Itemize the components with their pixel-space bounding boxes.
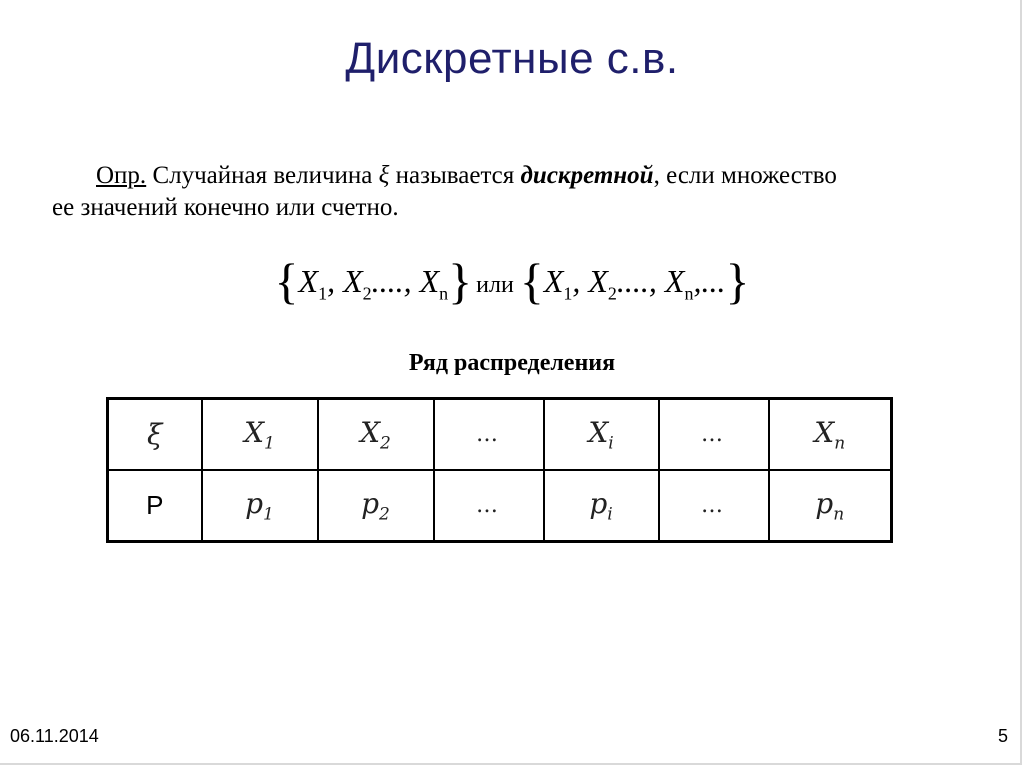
cell-base: P bbox=[146, 490, 164, 520]
definition-block bbox=[52, 160, 952, 224]
table-cell bbox=[769, 399, 892, 471]
formula-index: 1 bbox=[563, 283, 573, 304]
cell-base: … bbox=[476, 493, 501, 518]
table-cell bbox=[544, 470, 659, 542]
definition-text-2: называется bbox=[389, 162, 521, 189]
formula-ellipsis: ...., bbox=[616, 263, 657, 299]
formula-x: X bbox=[543, 263, 564, 299]
cell-base: X bbox=[244, 415, 265, 449]
distribution-heading: Ряд распределения bbox=[408, 350, 616, 376]
formula-x: X bbox=[298, 263, 319, 299]
left-brace: { bbox=[519, 253, 544, 309]
table-cell bbox=[769, 470, 892, 542]
table-cell bbox=[108, 470, 202, 542]
cell-sub: i bbox=[608, 433, 614, 454]
left-brace: { bbox=[274, 253, 299, 309]
table-row-values bbox=[108, 399, 892, 471]
formula-index: n bbox=[684, 283, 694, 304]
cell-sub: 2 bbox=[379, 504, 390, 525]
formula-comma: , bbox=[327, 263, 336, 299]
table-cell bbox=[434, 470, 544, 542]
distribution-table bbox=[106, 397, 893, 543]
formula-index: n bbox=[439, 283, 449, 304]
cell-base: … bbox=[701, 493, 726, 518]
table-cell bbox=[659, 470, 769, 542]
table-row-probabilities bbox=[108, 470, 892, 542]
cell-sub: 1 bbox=[264, 433, 275, 454]
formula-index: 1 bbox=[318, 283, 328, 304]
formula-x: X bbox=[419, 263, 440, 299]
cell-base: p bbox=[589, 486, 608, 520]
formula-index: 2 bbox=[362, 283, 372, 304]
table-cell bbox=[202, 399, 318, 471]
cell-base: p bbox=[361, 486, 380, 520]
page-number: 5 bbox=[997, 726, 1008, 746]
cell-base: X bbox=[588, 415, 609, 449]
cell-sub: 1 bbox=[263, 504, 274, 525]
cell-sub: n bbox=[834, 433, 846, 454]
cell-base: … bbox=[476, 422, 501, 447]
formula-trail: ,... bbox=[693, 263, 726, 299]
footer-date: 06.11.2014 bbox=[10, 726, 99, 746]
right-brace: } bbox=[725, 253, 750, 309]
table-cell bbox=[108, 399, 202, 471]
formula-ellipsis: ...., bbox=[371, 263, 412, 299]
definition-term: дискретной bbox=[520, 162, 654, 189]
formula-index: 2 bbox=[607, 283, 617, 304]
formula-x: X bbox=[588, 263, 608, 299]
cell-sub: i bbox=[607, 504, 613, 525]
right-brace: } bbox=[448, 253, 473, 309]
cell-base: ξ bbox=[147, 418, 163, 451]
cell-base: p bbox=[815, 486, 834, 520]
table-cell bbox=[544, 399, 659, 471]
table-cell bbox=[434, 399, 544, 471]
definition-text-1: Случайная величина bbox=[146, 162, 379, 189]
xi-symbol: ξ bbox=[378, 162, 390, 189]
definition-line-2: ее значений конечно или счетно. bbox=[52, 194, 399, 221]
table-cell bbox=[318, 399, 434, 471]
table-cell bbox=[318, 470, 434, 542]
formula-comma: , bbox=[572, 263, 581, 299]
formula-connector: или bbox=[476, 272, 514, 298]
cell-base: … bbox=[701, 422, 726, 447]
cell-sub: 2 bbox=[380, 433, 391, 454]
table-cell bbox=[659, 399, 769, 471]
definition-text-3: , если множество bbox=[653, 162, 837, 189]
cell-base: p bbox=[245, 486, 264, 520]
cell-base: X bbox=[814, 415, 835, 449]
definition-label: Опр. bbox=[96, 162, 147, 189]
table-cell bbox=[202, 470, 318, 542]
cell-sub: n bbox=[833, 504, 845, 525]
formula-x: X bbox=[664, 263, 685, 299]
cell-base: X bbox=[360, 415, 381, 449]
formula-x: X bbox=[343, 263, 363, 299]
set-formula bbox=[0, 252, 1024, 310]
definition-line-1 bbox=[52, 160, 952, 192]
slide-title: Дискретные с.в. bbox=[345, 34, 679, 83]
